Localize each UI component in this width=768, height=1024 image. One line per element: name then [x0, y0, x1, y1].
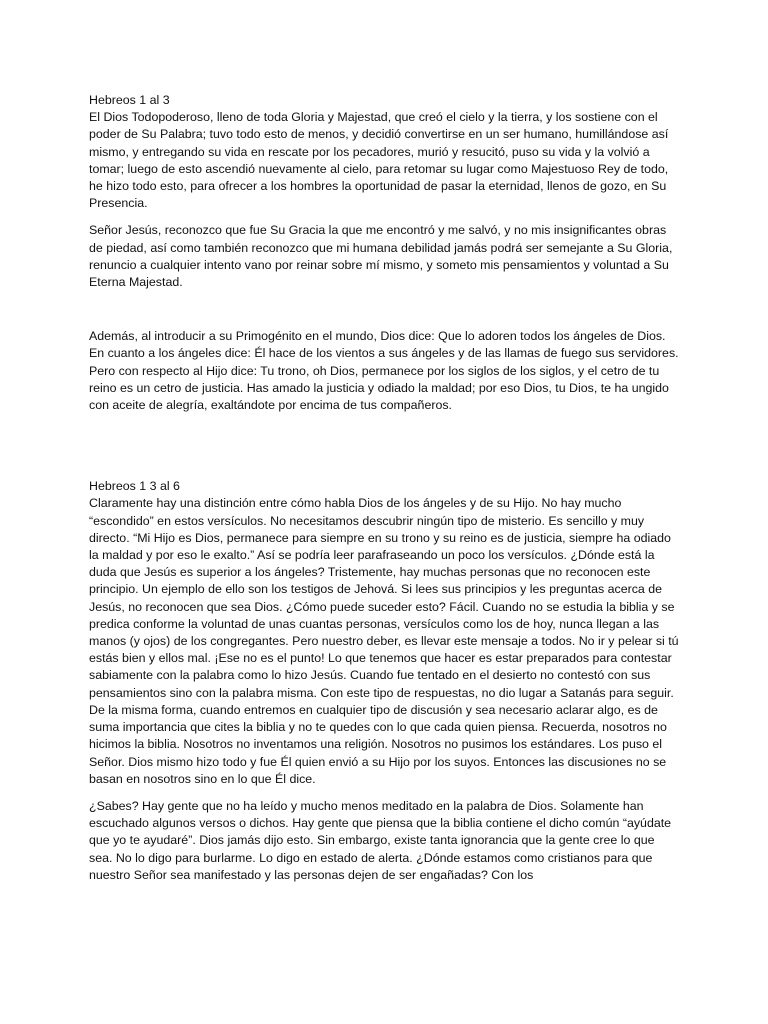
section-title-hebreos-1-3-al-6: Hebreos 1 3 al 6 [89, 479, 180, 494]
section-title-hebreos-1-al-3: Hebreos 1 al 3 [89, 93, 170, 107]
blank-line [89, 301, 679, 328]
paragraph-primogenito: Además, al introducir a su Primogénito en el mundo, Dios dice: Que lo adoren todos los ángeles de Dios. En cuanto a los ángeles dice: Él hace de los vientos a sus ángeles y de las llamas de fuego sus servidores. Pero con respecto al Hijo dice: Tu trono, oh Dios, permanece por los siglos de los siglos, y el cetro de tu reino es un cetro de justicia. Has amado la justicia y odiado la maldad; por eso Dios, tu Dios, te ha ungido con aceite de alegría, exaltándote por encima de tus compañeros. [89, 329, 679, 413]
paragraph-senor-jesus: Señor Jesús, reconozco que fue Su Gracia la que me encontró y me salvó, y no mis insignificantes obras de piedad, así como también reconozco que mi humana debilidad jamás podrá ser semejante a Su Gloria, renuncio a cualquier intento vano por reinar sobre mí mismo, y someto mis pensamientos y voluntad a Su Eterna Majestad. [89, 223, 673, 290]
paragraph-claramente: Claramente hay una distinción entre cómo habla Dios de los ángeles y de su Hijo. No hay mucho “escondido” en estos versículos. No necesitamos descubrir ningún tipo de misterio. Es sencillo y muy directo. “Mi Hijo es Dios, permanece para siempre en su trono y su reino es de justicia, siempre ha odiado la maldad y por eso le exalto.” Así se podría leer parafraseando un poco los versículos. ¿Dónde está la duda que Jesús es superior a los ángeles? Tristemente, hay muchas personas que no reconocen este principio. Un ejemplo de ello son los testigos de Jehová. Si lees sus principios y les preguntas acerca de Jesús, no reconocen que sea Dios. ¿Cómo puede suceder esto? Fácil. Cuando no se estudia la biblia y se predica conforme la voluntad de unas cuantas personas, versículos como los de hoy, nunca llegan a las manos (y ojos) de los congregantes. Pero nuestro deber, es llevar este mensaje a todos. No ir y pelear si tú estás bien y ellos mal. ¡Ese no es el punto! Lo que tenemos que hacer es estar preparados para contestar sabiamente con la palabra como lo hizo Jesús. Cuando fue tentado en el desierto no contestó con sus pensamientos sino con la palabra misma. Con este tipo de respuestas, no dio lugar a Satanás para seguir. De la misma forma, cuando entremos en cualquier tipo de discusión y sea necesario aclarar algo, es de suma importancia que cites la biblia y no te quedes con lo que cada quien piensa. Recuerda, nosotros no hicimos la biblia. Nosotros no inventamos una religión. Nosotros no pusimos los estándares. Los puso el Señor. Dios mismo hizo todo y fue Él quien envió a su Hijo por los suyos. Entonces las discusiones no se basan en nosotros sino en lo que Él dice. [89, 496, 679, 786]
paragraph-dios-todopoderoso: El Dios Todopoderoso, lleno de toda Gloria y Majestad, que creó el cielo y la tierra, y los sostiene con el poder de Su Palabra; tuvo todo esto de menos, y decidió convertirse en un ser humano, humillándose así mismo, y entregando su vida en rescate por los pecadores, murió y resucitó, puso su vida y la volvió a tomar; luego de esto ascendió nuevamente al cielo, para retomar su lugar como Majestuoso Rey de todo, he hizo todo esto, para ofrecer a los hombres la oportunidad de pasar la eternidad, llenos de gozo, en Su Presencia. [89, 110, 669, 211]
document-body [89, 92, 679, 894]
blank-lines [89, 424, 679, 478]
paragraph-sabes: ¿Sabes? Hay gente que no ha leído y mucho menos meditado en la palabra de Dios. Solamente han escuchado algunos versos o dichos. Hay gente que piensa que la biblia contiene el dicho común “ayúdate que yo te ayudaré”. Dios jamás dijo esto. Sin embargo, existe tanta ignorancia que la gente cree lo que sea. No lo digo para burlarme. Lo digo en estado de alerta. ¿Dónde estamos como cristianos para que nuestro Señor sea manifestado y las personas dejen de ser engañadas? Con los [89, 798, 672, 882]
